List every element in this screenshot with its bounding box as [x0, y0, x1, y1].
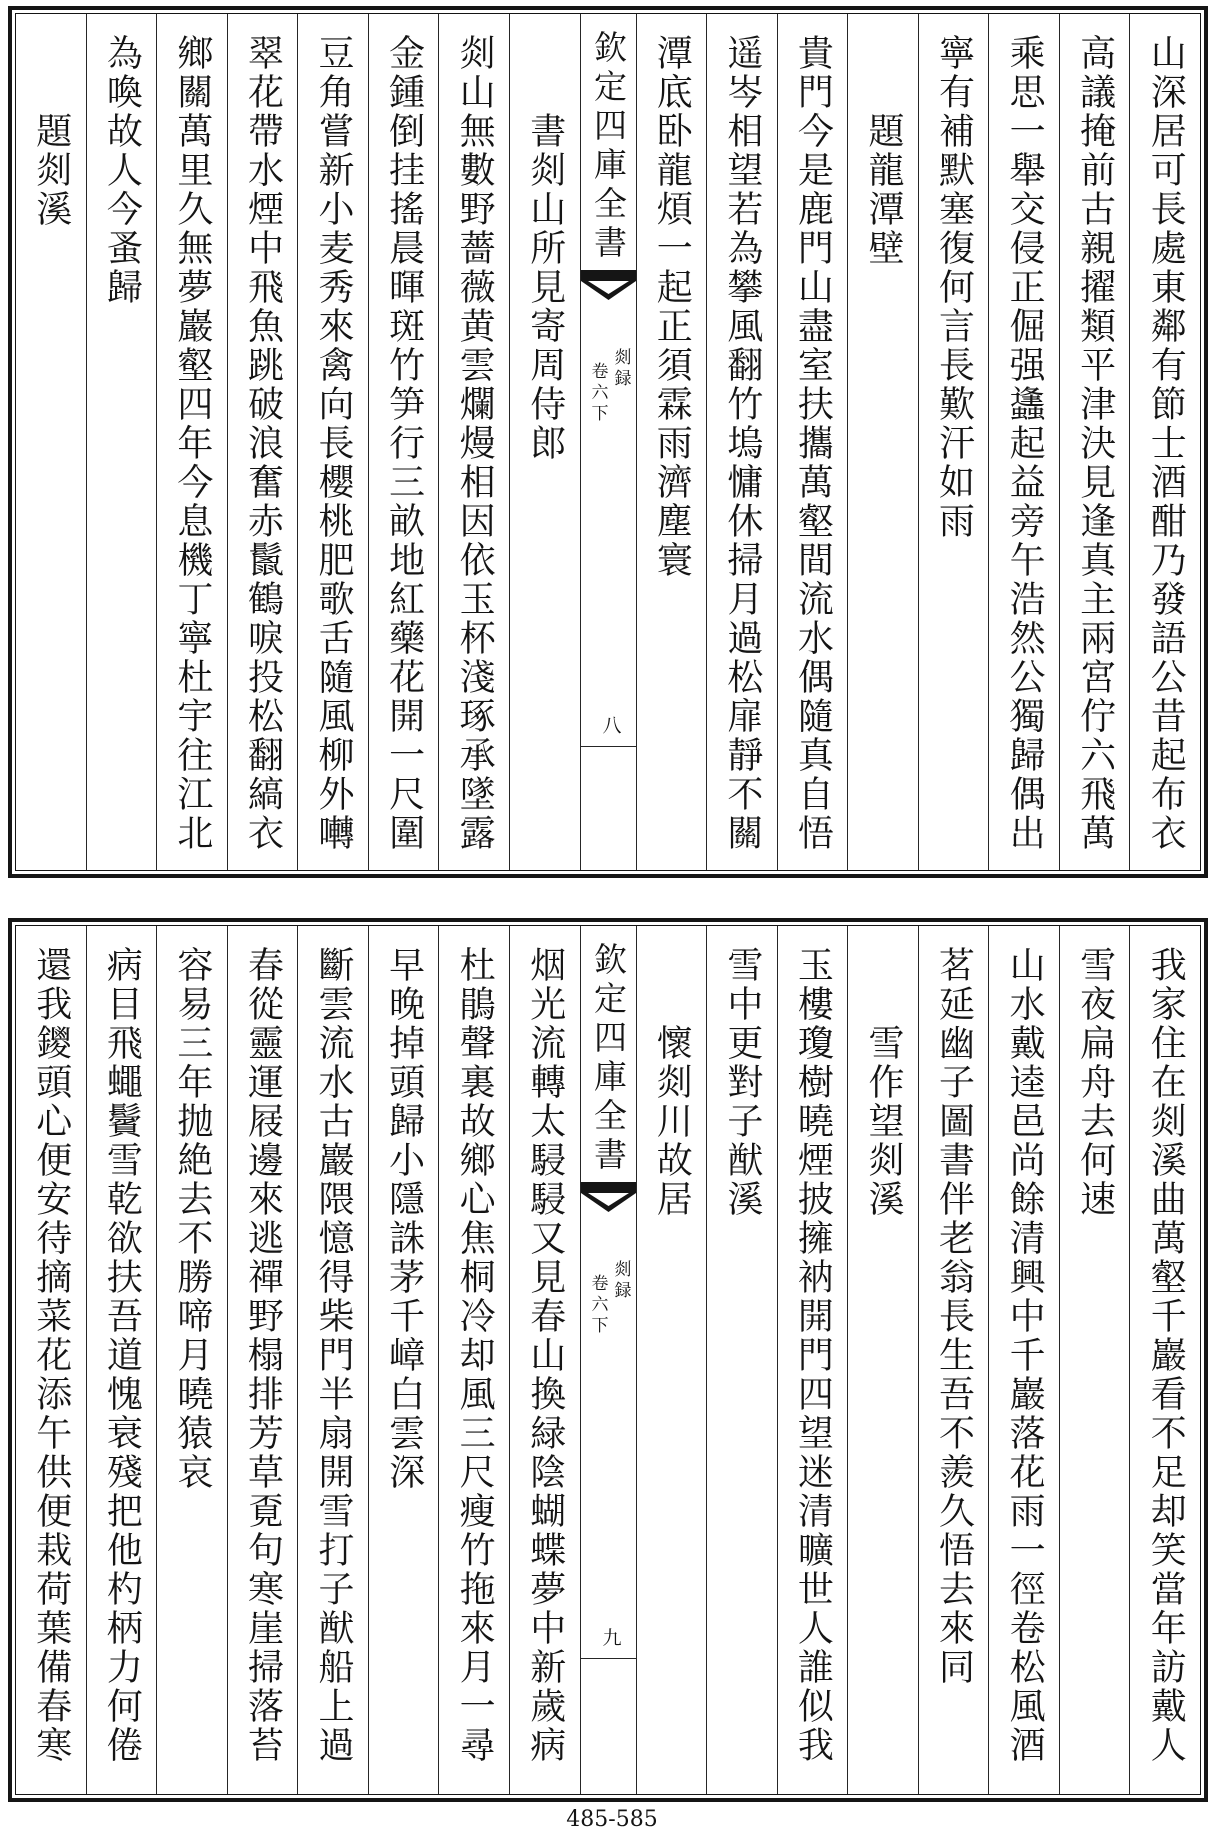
text-column — [777, 926, 848, 1794]
fish-tail-ornament — [581, 1182, 636, 1212]
text-column — [777, 14, 848, 870]
fold-leaf-number: 九 — [602, 1627, 622, 1649]
lower-leaf-frame — [8, 918, 1208, 1802]
text-column — [438, 926, 509, 1794]
column-text: 烟光流轉太駸駸又見春山換緑陰蝴蝶夢中新歲病 — [524, 946, 566, 1765]
poem-title — [16, 14, 86, 870]
fold-leaf-number: 八 — [602, 715, 622, 737]
poem-title-text: 題龍潭壁 — [862, 112, 904, 268]
column-text: 山深居可長處東鄰有節士酒酣乃發語公昔起布衣 — [1145, 34, 1187, 853]
column-text: 為喚故人今蚤歸 — [101, 34, 143, 307]
text-column — [1129, 926, 1200, 1794]
text-column — [706, 926, 777, 1794]
column-text: 山水戴逵邑尚餘清興中千巖落花雨一徑卷松風酒 — [1004, 946, 1046, 1765]
column-text: 高議掩前古親擢類平津決見逢真主兩宮佇六飛萬 — [1074, 34, 1116, 853]
column-text: 豆角嘗新小麦秀來禽向長櫻桃肥歌舌隨風柳外囀 — [313, 34, 355, 853]
page-reference: 485-585 — [566, 1807, 658, 1832]
text-column — [988, 926, 1059, 1794]
column-text: 雪中更對子猷溪 — [721, 946, 763, 1219]
text-column — [297, 926, 368, 1794]
column-text: 杜鵑聲裏故鄉心焦桐冷却風三尺瘦竹拖來月一尋 — [454, 946, 496, 1765]
fold-book-title-text: 欽定四庫全書 — [589, 30, 628, 264]
fold-volume-title: 剡録 — [610, 1260, 631, 1302]
poem-title-text: 題剡溪 — [30, 112, 72, 229]
text-column — [227, 926, 298, 1794]
fold-book-title-text: 欽定四庫全書 — [589, 942, 628, 1176]
fold-book-title — [581, 942, 636, 1176]
poem-title-text: 雪作望剡溪 — [862, 1024, 904, 1219]
column-text: 茗延幽子圖書伴老翁長生吾不羨久悟去來同 — [933, 946, 975, 1687]
text-column — [16, 926, 86, 1794]
text-column — [918, 926, 989, 1794]
text-column — [86, 926, 157, 1794]
column-text: 還我鑁頭心便安待摘菜花添午供便栽荷葉備春寒 — [30, 946, 72, 1765]
column-text: 春從靈運屐邊來逃禪野榻排芳草覔句寒崖掃落苔 — [242, 946, 284, 1765]
text-column — [1059, 14, 1130, 870]
column-text: 剡山無數野薔薇黄雲爛熳相因依玉杯淺琢承墜露 — [454, 34, 496, 853]
text-column — [156, 14, 227, 870]
column-text: 乘思一舉交侵正倔强蠭起益旁午浩然公獨歸偶出 — [1004, 34, 1046, 853]
fold-book-title — [581, 30, 636, 264]
poem-title — [636, 926, 707, 1794]
text-column — [297, 14, 368, 870]
column-text: 遥岑相望若為攀風翻竹塢慵休掃月過松扉靜不關 — [721, 34, 763, 853]
column-text: 貴門今是鹿門山盡室扶攜萬壑間流水偶隨真自悟 — [792, 34, 834, 853]
column-text: 早晚掉頭歸小隱誅茅千嶂白雲深 — [383, 946, 425, 1492]
text-column — [1059, 926, 1130, 1794]
poem-title — [847, 926, 918, 1794]
text-column — [1129, 14, 1200, 870]
column-text: 斷雲流水古巖隈憶得柴門半扇開雪打子猷船上過 — [313, 946, 355, 1765]
text-column — [636, 14, 707, 870]
lower-leaf-body — [15, 925, 1201, 1795]
text-column — [706, 14, 777, 870]
fold-volume-title: 剡録 — [610, 348, 631, 390]
column-text: 玉樓瓊樹曉煙披擁衲開門四望迷清曠世人誰似我 — [792, 946, 834, 1765]
fish-tail-ornament — [581, 270, 636, 300]
column-text: 翠花帶水煙中飛魚跳破浪奮赤鬛鶴唳投松翻縞衣 — [242, 34, 284, 853]
upper-leaf-body — [15, 13, 1201, 871]
text-column — [86, 14, 157, 870]
column-text: 鄉關萬里久無夢巖壑四年今息機丁寧杜宇往江北 — [171, 34, 213, 853]
column-text: 雪夜扁舟去何速 — [1074, 946, 1116, 1219]
poem-title — [847, 14, 918, 870]
fold-chapter: 卷六下 — [587, 1274, 608, 1337]
fold-rule — [581, 746, 636, 747]
fold-column — [580, 926, 636, 1794]
upper-leaf-frame — [8, 6, 1208, 878]
fold-rule — [581, 1658, 636, 1659]
text-column — [156, 926, 227, 1794]
column-text: 容易三年抛絶去不勝啼月曉猿哀 — [171, 946, 213, 1492]
text-column — [988, 14, 1059, 870]
text-column — [918, 14, 989, 870]
column-text: 潭底卧龍煩一起正須霖雨濟塵寰 — [651, 34, 693, 580]
text-column — [368, 926, 439, 1794]
text-column — [227, 14, 298, 870]
poem-title — [509, 14, 580, 870]
poem-title-text: 懷剡川故居 — [651, 1024, 693, 1219]
fold-column — [580, 14, 636, 870]
column-text: 我家住在剡溪曲萬壑千巖看不足却笑當年訪戴人 — [1145, 946, 1187, 1765]
column-text: 病目飛蠅鬢雪乾欲扶吾道愧衰殘把他杓柄力何倦 — [101, 946, 143, 1765]
text-column — [509, 926, 580, 1794]
column-text: 寧有補默塞復何言長歎汗如雨 — [933, 34, 975, 541]
text-column — [368, 14, 439, 870]
text-column — [438, 14, 509, 870]
poem-title-text: 書剡山所見寄周侍郎 — [524, 112, 566, 463]
column-text: 金鍾倒挂搖晨暉斑竹笋行三畝地紅藥花開一尺圍 — [383, 34, 425, 853]
fold-chapter: 卷六下 — [587, 362, 608, 425]
